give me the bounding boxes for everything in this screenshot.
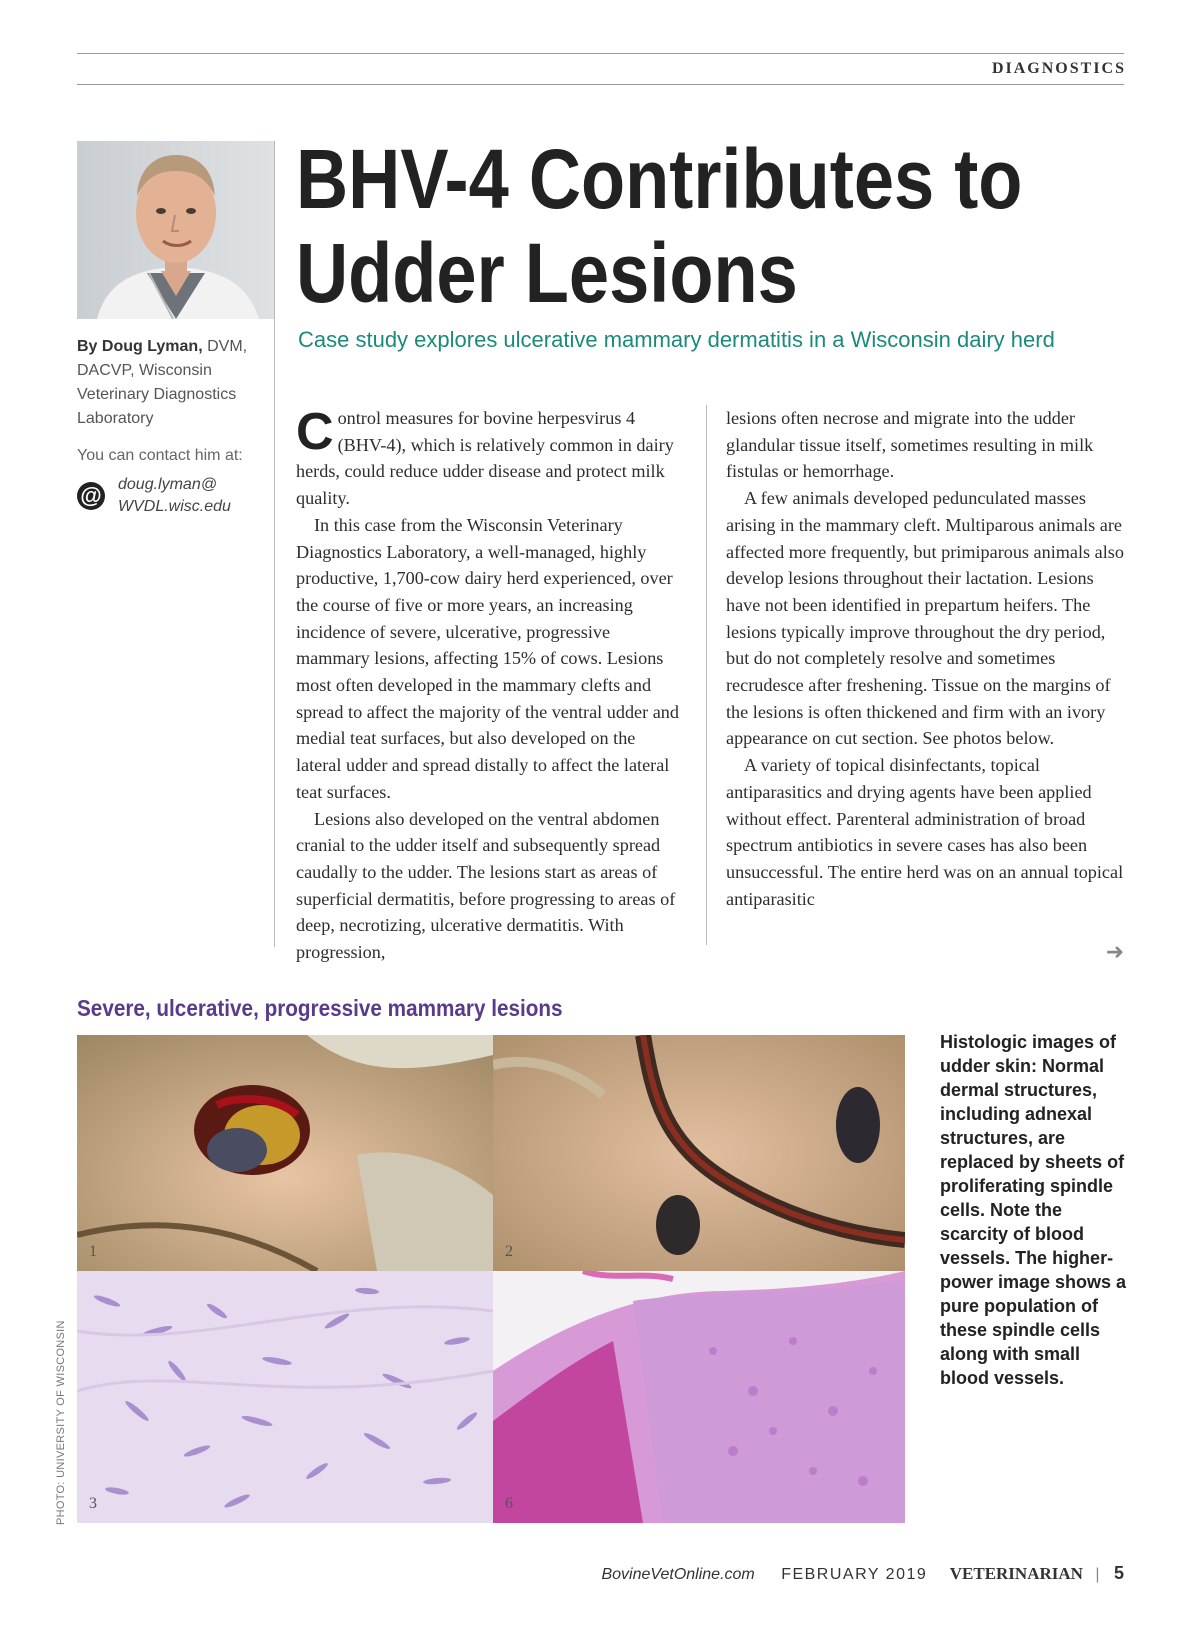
header-rule (77, 84, 1124, 85)
photo-number: 2 (505, 1243, 513, 1260)
histology-low-power-icon (493, 1271, 905, 1523)
author-email[interactable] (118, 474, 278, 518)
author-photo (77, 141, 275, 319)
byline-divider (274, 141, 275, 947)
author-credentials: DVM, DACVP, Wisconsin Veterinary Diagnostics Laboratory (77, 338, 248, 427)
title-line-1: BHV-4 Contributes to (296, 132, 1023, 226)
photo-number: 6 (505, 1495, 513, 1512)
photo-histology-low-power (493, 1271, 905, 1523)
contact-label: You can contact him at: (77, 447, 243, 464)
photo-histology-spindle-cells (77, 1271, 493, 1523)
paragraph: In this case from the Wisconsin Veterinary Diagnostics Laboratory, a well-managed, highly productive, 1,700-cow dairy herd experienced, over the course of five or more years, an increasing incidence of severe, ulcerative, progressive mammary lesions, affecting 15% of cows. Lesions most often developed in the mammary clefts and spread to affect the majority of the ventral udder and medial teat surfaces, but also developed on the lateral udder and spread distally to affect the lateral teat surfaces. (296, 514, 679, 802)
article-title (296, 132, 1036, 320)
email-line-2: WVDL.wisc.edu (118, 498, 231, 515)
author-portrait-icon (77, 141, 275, 319)
top-rule (77, 53, 1124, 54)
udder-cleft-image-icon (493, 1035, 905, 1271)
photo-udder-lesion-2 (493, 1035, 905, 1271)
column-divider (706, 405, 707, 945)
footer (601, 1563, 1124, 1584)
paragraph: A few animals developed pedunculated masses arising in the mammary cleft. Multiparous animals are affected more frequently, but primiparous animals also develop lesions throughout their lactation. Lesions have not been identified in prepartum heifers. The lesions typically improve throughout the dry period, but do not completely resolve and sometimes recrudesce after freshening. Tissue on the margins of the lesions is often thickened and firm with an ivory appearance on cut section. See photos below. (726, 488, 1124, 749)
photos-title: Severe, ulcerative, progressive mammary lesions (77, 995, 563, 1021)
paragraph-text: ontrol measures for bovine herpesvirus 4 (BHV-4), which is relatively common in dairy herds, could reduce udder disease and protect milk quality. (296, 408, 674, 509)
drop-cap: C (296, 403, 334, 461)
article-subtitle: Case study explores ulcerative mammary dermatitis in a Wisconsin dairy herd (298, 327, 1055, 352)
footer-separator: | (1095, 1566, 1100, 1583)
paragraph (296, 405, 681, 512)
body-column-1 (296, 405, 681, 966)
byline (77, 335, 267, 431)
author-name: By Doug Lyman, (77, 338, 203, 355)
footer-brand-logo: VETERINARIAN (949, 1564, 1083, 1583)
photo-udder-lesion-1 (77, 1035, 493, 1271)
photo-number: 3 (89, 1495, 97, 1512)
photo-caption: Histologic images of udder skin: Normal dermal structures, including adnexal structures, are replaced by sheets of proliferating spindle cells. Note the scarcity of blood vessels. The higher-power image shows a pure population of these spindle cells along with small blood vessels. (940, 1032, 1127, 1388)
paragraph: Lesions also developed on the ventral abdomen cranial to the udder itself and subsequently spread caudally to the udder. The lesions start as areas of superficial dermatitis, before progressing to areas of deep, necrotizing, ulcerative dermatitis. With progression, (296, 808, 676, 963)
udder-lesion-image-icon (77, 1035, 493, 1271)
histology-spindle-cells-icon (77, 1271, 493, 1523)
footer-date: FEBRUARY 2019 (781, 1566, 928, 1583)
paragraph: lesions often necrose and migrate into the udder glandular tissue itself, sometimes resulting in milk fistulas or hemorrhage. (726, 408, 1094, 482)
page-number: 5 (1113, 1563, 1124, 1583)
section-label: DIAGNOSTICS (991, 60, 1126, 77)
body-column-2 (726, 405, 1126, 912)
paragraph: A variety of topical disinfectants, topical antiparasitics and drying agents have been applied without effect. Parenteral administration of broad spectrum antibiotics in severe cases has also been unsuccessful. The entire herd was on an annual topical antiparasitic (726, 755, 1124, 909)
email-line-1: doug.lyman@ (118, 476, 217, 493)
footer-site-link[interactable]: BovineVetOnline.com (601, 1566, 755, 1583)
title-line-2: Udder Lesions (296, 226, 798, 320)
photo-credit: PHOTO: UNIVERSITY OF WISCONSIN (55, 1320, 67, 1525)
arrow-right-icon[interactable]: ➜ (1105, 940, 1124, 965)
photo-number: 1 (89, 1243, 97, 1260)
at-sign-icon: @ (77, 482, 105, 510)
